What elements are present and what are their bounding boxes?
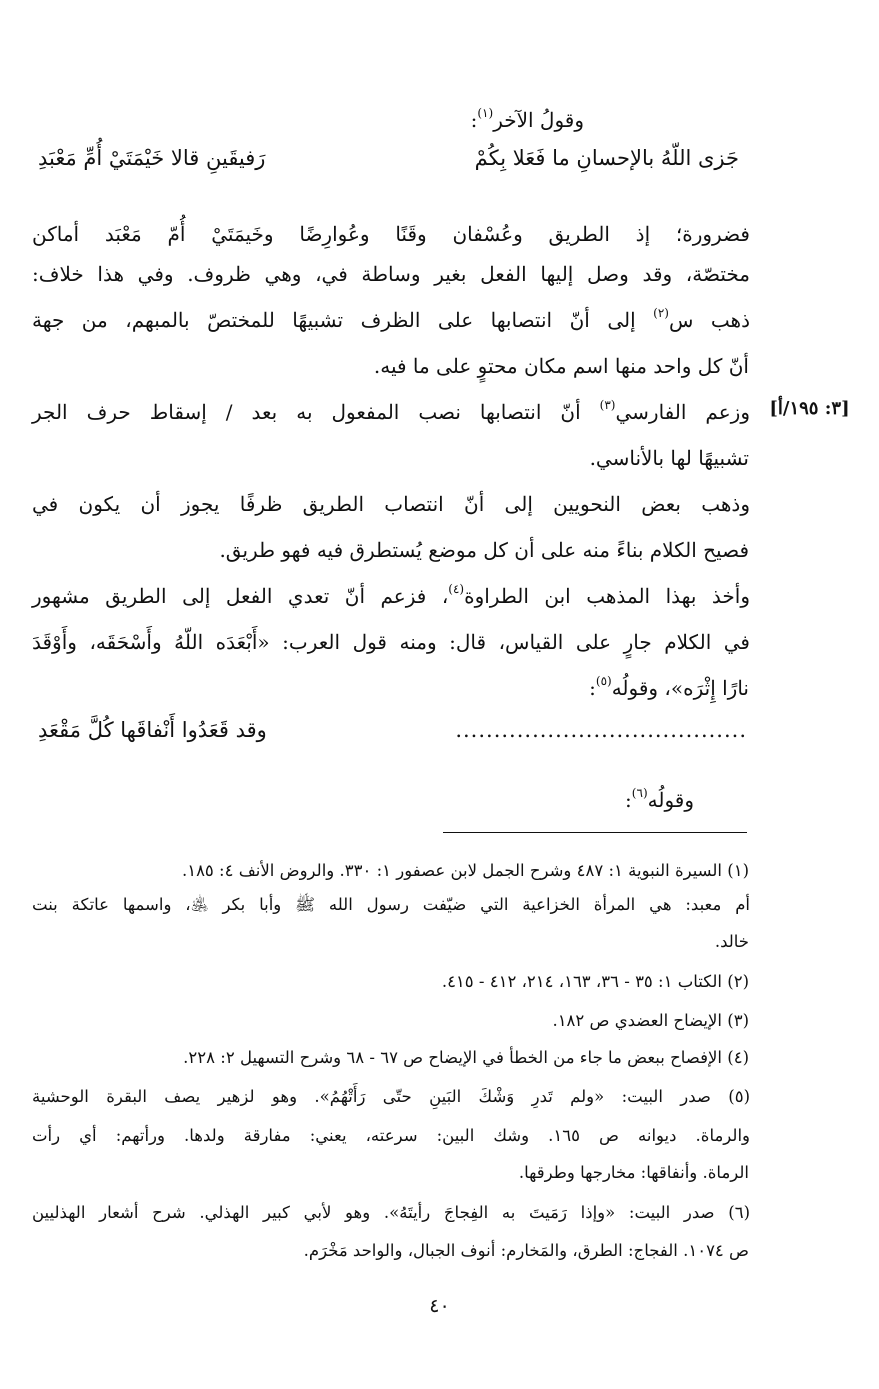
footnote-5-line-2: والرماة. ديوانه ص ١٦٥. وشك البين: سرعته، يعني: مفارقة ولدها. ورأتهم: أي رأت (32, 1126, 750, 1145)
footnote-2: (٢) الكتاب ١: ٣٥ - ٣٦، ١٦٣، ٢١٤، ٤١٢ - ٤١٥. (441, 972, 749, 991)
footnote-marker: (٣) (599, 398, 616, 412)
footnote-separator (443, 832, 747, 833)
footnote-1-line-3: خالد. (714, 932, 749, 951)
footnote-6: (٦) صدر البيت: «وإذا رَمَيتَ به الفِجاجَ رأيتَهُ». وهو لأبي كبير الهذلي. شرح أشعار الهذليين (32, 1203, 750, 1222)
footnote-4: (٤) الإفصاح ببعض ما جاء من الخطأ في الإيضاح ص ٦٧ - ٦٨ وشرح التسهيل ٢: ٢٢٨. (183, 1048, 749, 1067)
footnote-marker: (١) (477, 106, 494, 120)
footnote-5-line-3: الرماة. وأنفاقها: مخارجها وطرقها. (518, 1163, 749, 1182)
footnote-1-line-2: أم معبد: هي المرأة الخزاعية التي ضيّفت رسول الله ﷺ وأبا بكر ﵁، واسمها عاتكة بنت (32, 895, 750, 914)
paragraph-line: مختصّة، وقد وصل إليها الفعل بغير وساطة في، وهي ظروف. وفي هذا خلاف: (32, 262, 750, 286)
footnote-6-line-2: ص ١٠٧٤. الفجاج: الطرق، والمَخارم: أنوف الجبال، والواحد مَخْرَم. (303, 1241, 749, 1260)
paragraph-line: ذهب س$^{(٢)}$ إلى أنّ انتصابها على الظرف تشبيهًا للمختصّ بالمبهم، من جهة (32, 306, 750, 332)
footnote-marker: (٥) (595, 674, 612, 688)
paragraph-line: وأخذ بهذا المذهب ابن الطراوة$^{(٤)}$، فزعم أنّ تعدي الفعل إلى الطريق مشهور (32, 582, 750, 608)
intro-colon: : (470, 108, 478, 132)
paragraph-line: في الكلام جارٍ على القياس، قال: ومنه قول العرب: «أَبْعَدَه اللّهُ وأَسْحَقَه، وأَوْقَدَ (32, 630, 750, 654)
footnote-3: (٣) الإيضاح العضدي ص ١٨٢. (552, 1011, 749, 1030)
footnote-5: (٥) صدر البيت: «ولم تَدرِ وَشْكَ البَينِ حتّى رَأَتْهُمُ». وهو لزهير يصف البقرة الوحشية (32, 1087, 750, 1106)
paragraph-line: فصيح الكلام بناءً منه على أن كل موضع يُستطرق فيه فهو طريق. (219, 538, 749, 562)
paragraph-line: وذهب بعض النحويين إلى أنّ انتصاب الطريق ظرفًا يجوز أن يكون في (32, 492, 750, 516)
margin-folio-reference: [٣: ١٩٥/أ] (769, 398, 850, 419)
verse-1-first-hemistich: جَزى اللّهُ بالإحسانِ ما فَعَلا بِكُمْ (474, 146, 739, 170)
paragraph-line: فضرورة؛ إذ الطريق وعُسْفان وقَنًا وعُوارِضًا وخَيمَتَيْ أُمّ مَعْبَد أماكن (32, 222, 750, 246)
verse-2-second-hemistich: وقد قَعَدُوا أَنْفاقَها كُلَّ مَقْعَدِ (38, 718, 267, 742)
footnote-marker: (٤) (448, 582, 465, 596)
footnote-marker: (٢) (653, 306, 669, 320)
paragraph-line: نارًا إِثْرَه»، وقولُه$^{(٥)}$: (589, 674, 749, 700)
verse-1-second-hemistich: رَفيقَينِ قالا خَيْمَتَيْ أُمِّ مَعْبَدِ (38, 146, 266, 170)
verse-intro-1 (471, 100, 584, 143)
paragraph-line: أنّ كل واحد منها اسم مكان محتوٍ على ما فيه. (373, 354, 749, 378)
paragraph-line: وزعم الفارسي$^{(٣)}$ أنّ انتصابها نصب المفعول به بعد / إسقاط حرف الجر (32, 398, 750, 424)
paragraph-line: تشبيهًا لها بالأناسي. (589, 446, 749, 470)
footnote-1: (١) السيرة النبوية ١: ٤٨٧ وشرح الجمل لابن عصفور ١: ٣٣٠. والروض الأنف ٤: ١٨٥. (181, 861, 749, 880)
footnote-marker: (٦) (631, 786, 648, 800)
verse-intro-2: وقولُه$^{(٦)}$: (625, 786, 694, 812)
page-number: ٤٠ (429, 1295, 450, 1317)
intro-text: وقولُ الآخر (493, 108, 584, 132)
verse-2-first-hemistich-ellipsis: ...................................... (455, 718, 747, 742)
